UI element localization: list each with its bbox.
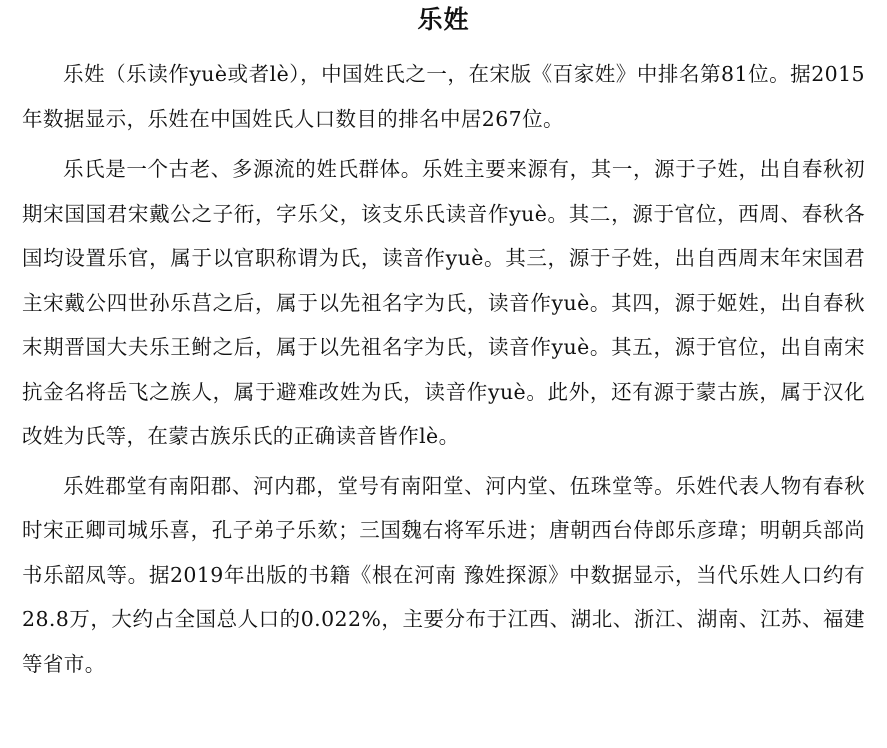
paragraph-origins: 乐氏是一个古老、多源流的姓氏群体。乐姓主要来源有，其一，源于子姓，出自春秋初期宋国国君宋戴公之子衎，字乐父，该支乐氏读音作yuè。其二，源于官位，西周、春秋各国均设置乐官，属于以官职称谓为氏，读音作yuè。其三，源于子姓，出自西周末年宋国君主宋戴公四世孙乐莒之后，属于以先祖名字为氏，读音作yuè。其四，源于姬姓，出自春秋末期晋国大夫乐王鲋之后，属于以先祖名字为氏，读音作yuè。其五，源于官位，出自南宋抗金名将岳飞之族人，属于避难改姓为氏，读音作yuè。此外，还有源于蒙古族，属于汉化改姓为氏等，在蒙古族乐氏的正确读音皆作lè。 [22, 157, 865, 448]
page-title: 乐姓 [417, 5, 470, 34]
paragraph-intro: 乐姓（乐读作yuè或者lè），中国姓氏之一，在宋版《百家姓》中排名第81位。据2015年数据显示，乐姓在中国姓氏人口数目的排名中居267位。 [22, 62, 865, 131]
paragraph-halls-and-figures: 乐姓郡堂有南阳郡、河内郡，堂号有南阳堂、河内堂、伍珠堂等。乐姓代表人物有春秋时宋正卿司城乐喜，孔子弟子乐欬；三国魏右将军乐进；唐朝西台侍郎乐彦瑋；明朝兵部尚书乐韶凤等。据2019年出版的书籍《根在河南 豫姓探源》中数据显示，当代乐姓人口约有28.8万，大约占全国总人口的0.022%，主要分布于江西、湖北、浙江、湖南、江苏、福建等省市。 [22, 473, 865, 676]
